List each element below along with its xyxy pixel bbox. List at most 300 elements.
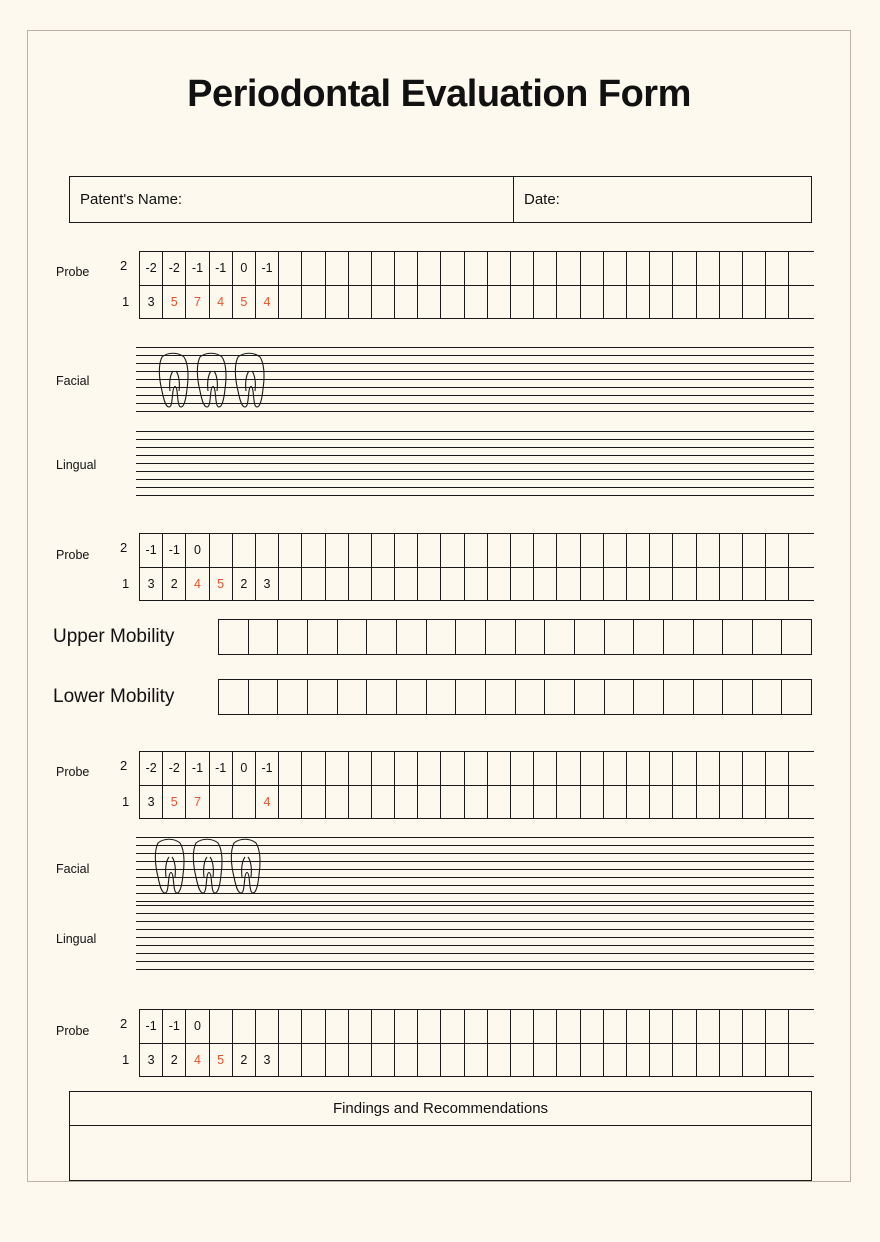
probe-cell[interactable] [326, 1044, 349, 1077]
probe-cell[interactable] [743, 286, 766, 319]
mobility-cell[interactable] [575, 620, 605, 654]
probe-cell[interactable] [650, 1010, 673, 1043]
probe-cell[interactable] [743, 786, 766, 819]
probe-cell[interactable] [326, 568, 349, 601]
probe-cell[interactable] [302, 1044, 325, 1077]
probe-cell[interactable] [673, 1044, 696, 1077]
chart-gridline [136, 893, 814, 894]
probe-cell[interactable] [465, 286, 488, 319]
probe-cell[interactable] [441, 568, 464, 601]
facial-chart-upper [136, 347, 814, 415]
probe-cell[interactable] [418, 1010, 441, 1043]
probe-cell[interactable] [511, 568, 534, 601]
mobility-cell[interactable] [338, 620, 368, 654]
probe-cell[interactable] [302, 1010, 325, 1043]
probe-cell[interactable] [372, 286, 395, 319]
probe-cell[interactable] [581, 286, 604, 319]
probe-cell[interactable] [395, 534, 418, 567]
probe-grid-upper-top[interactable] [139, 251, 814, 319]
probe-cell[interactable]: 5 [210, 1044, 233, 1077]
probe-cell[interactable] [349, 534, 372, 567]
probe-cell[interactable]: 3 [140, 568, 163, 601]
chart-gridline [136, 479, 814, 480]
mobility-cell[interactable] [723, 620, 753, 654]
mobility-cell[interactable] [308, 620, 338, 654]
mobility-cell[interactable] [367, 620, 397, 654]
probe-cell[interactable] [766, 286, 789, 319]
probe-cell[interactable] [581, 568, 604, 601]
probe-cell[interactable] [766, 786, 789, 819]
probe-cell[interactable] [302, 786, 325, 819]
probe-cell[interactable] [673, 752, 696, 785]
probe-cell[interactable] [581, 252, 604, 285]
findings-input[interactable] [70, 1126, 811, 1180]
probe-cell[interactable] [441, 786, 464, 819]
chart-gridline [136, 439, 814, 440]
probe-cell[interactable] [557, 286, 580, 319]
probe-cell[interactable] [349, 752, 372, 785]
probe-grid-upper-bottom[interactable] [139, 533, 814, 601]
probe-cell[interactable] [233, 786, 256, 819]
probe-cell[interactable] [465, 752, 488, 785]
probe-cell[interactable] [673, 534, 696, 567]
probe-cell[interactable]: 3 [140, 786, 163, 819]
probe-cell[interactable] [743, 1010, 766, 1043]
probe-cell[interactable] [279, 752, 302, 785]
mobility-cell[interactable] [723, 680, 753, 714]
probe-cell[interactable] [511, 1044, 534, 1077]
chart-gridline [136, 495, 814, 496]
probe-cell[interactable] [395, 286, 418, 319]
date-field[interactable] [514, 177, 811, 222]
probe-cell[interactable] [604, 786, 627, 819]
probe-cell[interactable] [581, 1010, 604, 1043]
probe-cell[interactable] [581, 752, 604, 785]
probe-cell[interactable]: -1 [256, 252, 279, 285]
patient-name-label: Patent's Name: [80, 191, 183, 208]
probe-grid-lower-top[interactable] [139, 751, 814, 819]
lower-mobility-grid[interactable] [218, 679, 812, 715]
probe-cell[interactable] [441, 752, 464, 785]
probe-cell[interactable] [743, 752, 766, 785]
probe-cell[interactable] [650, 534, 673, 567]
probe-cell[interactable] [441, 534, 464, 567]
probe-cell[interactable]: -2 [140, 752, 163, 785]
probe-cell[interactable] [488, 252, 511, 285]
probe-cell[interactable] [673, 286, 696, 319]
mobility-cell[interactable] [486, 620, 516, 654]
probe-cell[interactable] [697, 252, 720, 285]
mobility-cell[interactable] [694, 680, 724, 714]
probe-cell[interactable] [604, 534, 627, 567]
chart-gridline [136, 455, 814, 456]
probe-cell[interactable] [534, 252, 557, 285]
probe-cell[interactable] [627, 568, 650, 601]
mobility-cell[interactable] [486, 680, 516, 714]
probe-cell[interactable]: 4 [186, 1044, 209, 1077]
probe-cell[interactable] [395, 1010, 418, 1043]
probe-cell[interactable] [441, 1044, 464, 1077]
mobility-cell[interactable] [605, 620, 635, 654]
probe-cell[interactable] [534, 534, 557, 567]
probe-cell[interactable] [441, 1010, 464, 1043]
probe-cell[interactable] [488, 286, 511, 319]
probe-cell[interactable] [279, 568, 302, 601]
probe-cell[interactable] [720, 568, 743, 601]
probe-cell[interactable] [488, 1010, 511, 1043]
probe-cell[interactable] [766, 752, 789, 785]
probe-cell[interactable] [673, 786, 696, 819]
probe-cell[interactable] [302, 534, 325, 567]
probe-cell[interactable] [326, 786, 349, 819]
probe-cell[interactable] [418, 286, 441, 319]
probe-cell[interactable] [766, 1010, 789, 1043]
probe-cell[interactable] [743, 1044, 766, 1077]
mobility-cell[interactable] [456, 620, 486, 654]
probe-cell[interactable]: -1 [163, 534, 186, 567]
probe-cell[interactable]: 5 [210, 568, 233, 601]
probe-cell[interactable] [604, 568, 627, 601]
probe-cell[interactable] [511, 534, 534, 567]
probe-cell[interactable] [697, 752, 720, 785]
probe-cell[interactable] [279, 1010, 302, 1043]
probe-cell[interactable]: 5 [163, 286, 186, 319]
chart-gridline [136, 929, 814, 930]
probe-cell[interactable] [302, 752, 325, 785]
probe-cell[interactable] [534, 568, 557, 601]
probe-cell[interactable] [395, 786, 418, 819]
probe-cell[interactable]: -1 [256, 752, 279, 785]
probe-cell[interactable] [488, 786, 511, 819]
probe-cell[interactable] [441, 252, 464, 285]
probe-cell[interactable] [326, 252, 349, 285]
probe-cell[interactable] [557, 1010, 580, 1043]
probe-cell[interactable] [511, 1010, 534, 1043]
patient-header-row [69, 176, 812, 223]
probe-cell[interactable] [581, 534, 604, 567]
mobility-cell[interactable] [249, 620, 279, 654]
chart-gridline [136, 861, 814, 862]
probe-cell[interactable] [418, 534, 441, 567]
probe-cell[interactable] [418, 568, 441, 601]
probe-cell[interactable] [511, 786, 534, 819]
mobility-cell[interactable] [456, 680, 486, 714]
probe-cell[interactable]: 3 [140, 1044, 163, 1077]
mobility-cell[interactable] [664, 620, 694, 654]
probe-cell[interactable] [697, 786, 720, 819]
probe-cell[interactable]: 3 [256, 1044, 279, 1077]
probe-cell[interactable] [326, 752, 349, 785]
chart-gridline [136, 463, 814, 464]
chart-gridline [136, 885, 814, 886]
lingual-chart-upper [136, 431, 814, 499]
probe-cell[interactable] [720, 1010, 743, 1043]
mobility-cell[interactable] [694, 620, 724, 654]
probe-cell[interactable]: 0 [233, 752, 256, 785]
probe-cell[interactable] [233, 534, 256, 567]
mobility-cell[interactable] [338, 680, 368, 714]
probe-cell[interactable] [557, 252, 580, 285]
probe-row-2 [140, 1010, 814, 1044]
probe-cell[interactable] [465, 568, 488, 601]
probe-cell[interactable]: -2 [163, 752, 186, 785]
probe-cell[interactable]: 2 [163, 568, 186, 601]
probe-cell[interactable] [418, 786, 441, 819]
mobility-cell[interactable] [219, 680, 249, 714]
mobility-cell[interactable] [575, 680, 605, 714]
probe-grid-lower-bottom[interactable] [139, 1009, 814, 1077]
chart-gridline [136, 937, 814, 938]
patient-name-field[interactable] [70, 177, 514, 222]
probe-cell[interactable] [743, 252, 766, 285]
mobility-cell[interactable] [308, 680, 338, 714]
probe-cell[interactable]: 2 [233, 1044, 256, 1077]
probe-cell[interactable] [302, 286, 325, 319]
probe-cell[interactable] [302, 568, 325, 601]
probe-cell[interactable] [534, 752, 557, 785]
probe-cell[interactable] [511, 752, 534, 785]
probe-cell[interactable] [372, 252, 395, 285]
mobility-cell[interactable] [753, 620, 783, 654]
mobility-cell[interactable] [782, 620, 811, 654]
chart-gridline [136, 371, 814, 372]
probe-cell[interactable] [534, 786, 557, 819]
probe-cell[interactable] [673, 568, 696, 601]
probe-cell[interactable] [534, 286, 557, 319]
probe-cell[interactable] [488, 752, 511, 785]
probe-cell[interactable] [581, 1044, 604, 1077]
probe-cell[interactable]: 7 [186, 786, 209, 819]
mobility-cell[interactable] [516, 680, 546, 714]
mobility-cell[interactable] [249, 680, 279, 714]
probe-cell[interactable] [743, 534, 766, 567]
probe-cell[interactable]: 3 [140, 286, 163, 319]
probe-cell[interactable] [627, 286, 650, 319]
probe-cell[interactable] [766, 534, 789, 567]
probe-cell[interactable] [557, 752, 580, 785]
probe-cell[interactable] [766, 568, 789, 601]
mobility-cell[interactable] [605, 680, 635, 714]
probe-cell[interactable] [210, 786, 233, 819]
probe-cell[interactable] [488, 568, 511, 601]
probe-cell[interactable] [604, 752, 627, 785]
probe-cell[interactable] [302, 252, 325, 285]
probe-cell[interactable]: -1 [210, 252, 233, 285]
probe-cell[interactable] [372, 752, 395, 785]
probe-cell[interactable] [256, 534, 279, 567]
probe-cell[interactable] [627, 1010, 650, 1043]
probe-cell[interactable] [604, 286, 627, 319]
probe-cell[interactable] [349, 286, 372, 319]
mobility-cell[interactable] [634, 680, 664, 714]
probe-cell[interactable] [604, 252, 627, 285]
probe-cell[interactable] [697, 1010, 720, 1043]
probe-cell[interactable] [372, 568, 395, 601]
probe-cell[interactable] [557, 534, 580, 567]
findings-heading: Findings and Recommendations [70, 1092, 811, 1126]
probe-cell[interactable]: 2 [163, 1044, 186, 1077]
mobility-cell[interactable] [219, 620, 249, 654]
probe-cell[interactable] [465, 534, 488, 567]
probe-cell[interactable] [627, 1044, 650, 1077]
probe-cell[interactable] [627, 534, 650, 567]
probe-cell[interactable] [418, 252, 441, 285]
probe-cell[interactable]: 7 [186, 286, 209, 319]
mobility-cell[interactable] [545, 620, 575, 654]
probe-cell[interactable] [534, 1010, 557, 1043]
probe-cell[interactable] [604, 1044, 627, 1077]
probe-cell[interactable] [279, 534, 302, 567]
probe-cell[interactable]: -2 [140, 252, 163, 285]
chart-gridline [136, 837, 814, 838]
probe-cell[interactable] [349, 252, 372, 285]
probe-cell[interactable] [557, 786, 580, 819]
probe-cell[interactable] [395, 752, 418, 785]
probe-cell[interactable] [326, 1010, 349, 1043]
probe-cell[interactable] [418, 1044, 441, 1077]
probe-cell[interactable] [697, 1044, 720, 1077]
probe-cell[interactable]: -1 [163, 1010, 186, 1043]
probe-cell[interactable] [210, 534, 233, 567]
mobility-cell[interactable] [782, 680, 811, 714]
probe-cell[interactable] [326, 286, 349, 319]
probe-cell[interactable] [326, 534, 349, 567]
probe-cell[interactable] [557, 1044, 580, 1077]
probe-cell[interactable] [395, 252, 418, 285]
probe-cell[interactable] [720, 786, 743, 819]
probe-cell[interactable] [627, 252, 650, 285]
row-number-1-upper-bottom: 1 [122, 576, 130, 591]
mobility-cell[interactable] [545, 680, 575, 714]
probe-cell[interactable]: 4 [256, 786, 279, 819]
mobility-cell[interactable] [397, 620, 427, 654]
probe-cell[interactable] [697, 534, 720, 567]
mobility-cell[interactable] [278, 620, 308, 654]
probe-cell[interactable] [372, 1044, 395, 1077]
probe-cell[interactable] [372, 1010, 395, 1043]
probe-cell[interactable] [720, 286, 743, 319]
probe-cell[interactable]: -1 [140, 534, 163, 567]
probe-row-2 [140, 252, 814, 286]
page-title: Periodontal Evaluation Form [187, 73, 691, 115]
probe-cell[interactable]: -1 [186, 252, 209, 285]
probe-cell[interactable] [581, 786, 604, 819]
probe-cell[interactable] [256, 1010, 279, 1043]
probe-cell[interactable] [697, 286, 720, 319]
row-number-2-upper-bottom: 2 [120, 540, 128, 555]
probe-cell[interactable]: -1 [186, 752, 209, 785]
mobility-cell[interactable] [634, 620, 664, 654]
chart-gridline [136, 447, 814, 448]
probe-cell[interactable]: 0 [186, 1010, 209, 1043]
probe-cell[interactable] [349, 1044, 372, 1077]
probe-cell[interactable] [650, 286, 673, 319]
probe-cell[interactable] [465, 1010, 488, 1043]
probe-cell[interactable]: 4 [210, 286, 233, 319]
mobility-cell[interactable] [367, 680, 397, 714]
probe-cell[interactable] [279, 786, 302, 819]
probe-cell[interactable] [279, 1044, 302, 1077]
probe-cell[interactable] [395, 1044, 418, 1077]
probe-cell[interactable]: -1 [140, 1010, 163, 1043]
probe-cell[interactable] [349, 1010, 372, 1043]
probe-cell[interactable]: 4 [256, 286, 279, 319]
chart-gridline [136, 395, 814, 396]
probe-cell[interactable] [372, 786, 395, 819]
probe-cell[interactable] [349, 568, 372, 601]
probe-cell[interactable] [650, 1044, 673, 1077]
probe-cell[interactable] [766, 252, 789, 285]
probe-cell[interactable] [720, 1044, 743, 1077]
mobility-cell[interactable] [427, 680, 457, 714]
probe-cell[interactable]: 5 [163, 786, 186, 819]
probe-cell[interactable] [488, 534, 511, 567]
probe-row-2 [140, 534, 814, 568]
row-number-2-lower-top: 2 [120, 758, 128, 773]
probe-cell[interactable] [279, 252, 302, 285]
probe-cell[interactable] [557, 568, 580, 601]
probe-cell[interactable] [650, 786, 673, 819]
probe-cell[interactable]: 0 [186, 534, 209, 567]
probe-cell[interactable] [650, 752, 673, 785]
probe-cell[interactable] [627, 786, 650, 819]
probe-cell[interactable] [233, 1010, 256, 1043]
probe-cell[interactable] [650, 568, 673, 601]
probe-cell[interactable] [720, 752, 743, 785]
probe-cell[interactable] [210, 1010, 233, 1043]
probe-cell[interactable] [418, 752, 441, 785]
probe-cell[interactable] [720, 252, 743, 285]
probe-cell[interactable]: -2 [163, 252, 186, 285]
probe-cell[interactable] [627, 752, 650, 785]
label-probe-lower-top: Probe [56, 765, 90, 779]
probe-cell[interactable]: -1 [210, 752, 233, 785]
mobility-cell[interactable] [397, 680, 427, 714]
probe-cell[interactable] [534, 1044, 557, 1077]
mobility-cell[interactable] [753, 680, 783, 714]
probe-cell[interactable]: 4 [186, 568, 209, 601]
probe-cell[interactable] [720, 534, 743, 567]
probe-cell[interactable] [743, 568, 766, 601]
probe-cell[interactable] [465, 1044, 488, 1077]
upper-mobility-grid[interactable] [218, 619, 812, 655]
mobility-cell[interactable] [427, 620, 457, 654]
probe-cell[interactable]: 5 [233, 286, 256, 319]
probe-cell[interactable] [395, 568, 418, 601]
mobility-cell[interactable] [278, 680, 308, 714]
probe-cell[interactable] [604, 1010, 627, 1043]
mobility-cell[interactable] [516, 620, 546, 654]
probe-cell[interactable] [673, 252, 696, 285]
probe-cell[interactable] [372, 534, 395, 567]
probe-cell[interactable]: 3 [256, 568, 279, 601]
probe-cell[interactable] [441, 286, 464, 319]
probe-cell[interactable]: 0 [233, 252, 256, 285]
probe-cell[interactable] [673, 1010, 696, 1043]
probe-cell[interactable] [279, 286, 302, 319]
probe-cell[interactable] [766, 1044, 789, 1077]
probe-cell[interactable] [465, 786, 488, 819]
mobility-cell[interactable] [664, 680, 694, 714]
probe-cell[interactable] [697, 568, 720, 601]
probe-cell[interactable] [650, 252, 673, 285]
probe-cell[interactable] [349, 786, 372, 819]
probe-cell[interactable] [488, 1044, 511, 1077]
probe-cell[interactable] [511, 286, 534, 319]
probe-cell[interactable]: 2 [233, 568, 256, 601]
probe-cell[interactable] [465, 252, 488, 285]
probe-cell[interactable] [511, 252, 534, 285]
